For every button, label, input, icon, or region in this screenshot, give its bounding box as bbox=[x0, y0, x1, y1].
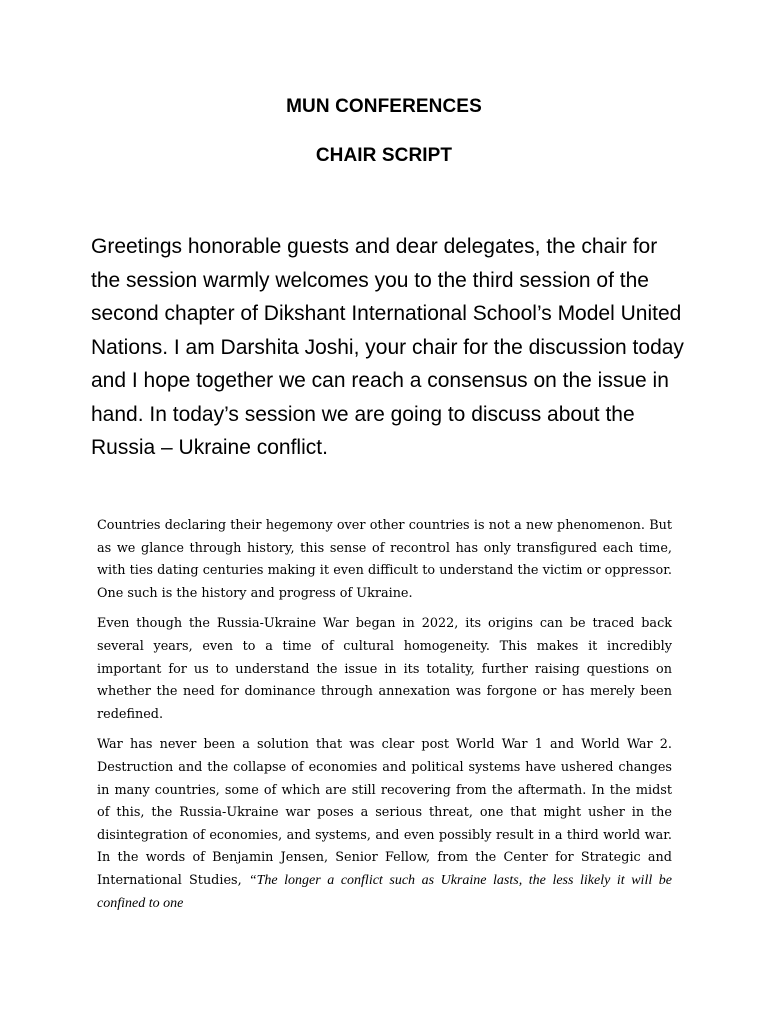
body-paragraph-3-text: War has never been a solution that was clear post World War 1 and World War 2. Destruction and the collapse of economies and political systems have ushered changes in many countries, some of which are still recovering from the aftermath. In the midst of this, the Russia-Ukraine war poses a serious threat, one that might usher in the disintegration of economies, and systems, and even possibly result in a third world war. In the words of Benjamin Jensen, Senior Fellow, from the Center for Strategic and International Studies, bbox=[97, 737, 672, 888]
document-title: MUN CONFERENCES bbox=[286, 96, 482, 117]
document-subtitle: CHAIR SCRIPT bbox=[315, 145, 453, 166]
body-paragraph-3 bbox=[97, 734, 672, 915]
body-paragraph-2: Even though the Russia-Ukraine War began in 2022, its origins can be traced back several years, even to a time of cultural homogeneity. This makes it incredibly important for us to understand the issue in its totality, further raising questions on whether the need for dominance through annexation was forgone or has merely been redefined. bbox=[97, 616, 672, 722]
body-paragraph-1: Countries declaring their hegemony over other countries is not a new phenomenon. But as we glance through history, this sense of recontrol has only transfigured each time, with ties dating centuries making it even difficult to understand the victim or oppressor. One such is the history and progress of Ukraine. bbox=[97, 518, 672, 601]
quote-text: “The longer a conflict such as Ukraine lasts, the less likely it will be confined to one bbox=[97, 872, 672, 911]
body-text bbox=[97, 515, 672, 923]
intro-paragraph: Greetings honorable guests and dear delegates, the chair for the session warmly welcomes you to the third session of the second chapter of Dikshant International School’s Model United Nations. I am Darshita Joshi, your chair for the discussion today and I hope together we can reach a consensus on the issue in hand. In today’s session we are going to discuss about the Russia – Ukraine conflict. bbox=[91, 235, 684, 459]
